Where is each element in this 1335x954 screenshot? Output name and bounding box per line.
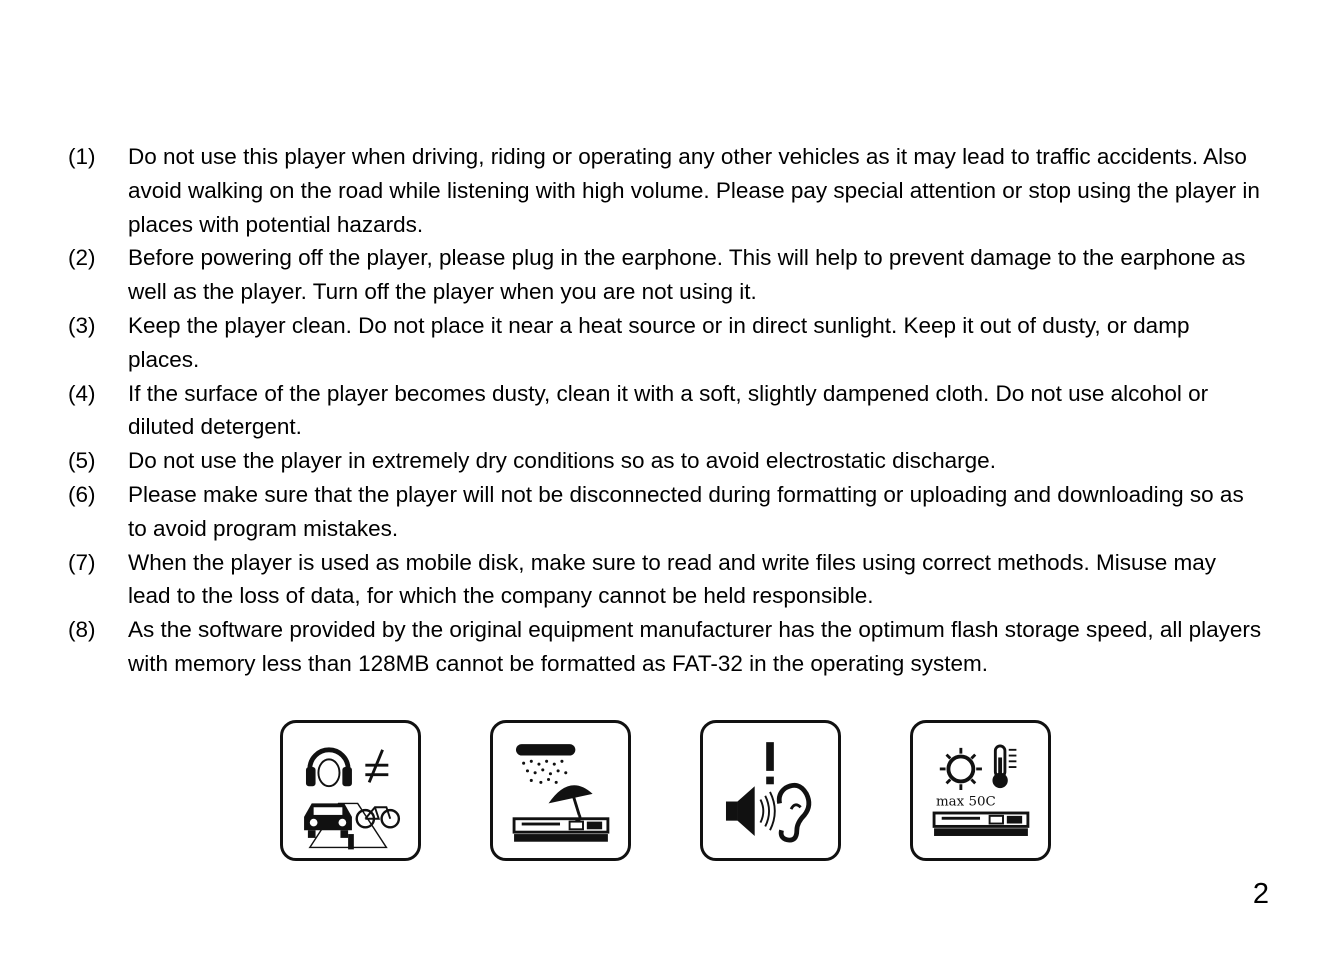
item-text: Do not use the player in extremely dry conditions so as to avoid electrostatic discharge. (128, 448, 996, 474)
max-temp-label: max 50C (935, 794, 996, 810)
item-number: (6) (68, 481, 96, 507)
item-text: Keep the player clean. Do not place it near a heat source or in direct sunlight. Keep it out of dusty, or damp places. (128, 312, 1190, 372)
item-number: (3) (68, 312, 96, 338)
list-item (68, 444, 1263, 478)
safety-instructions-list (68, 140, 1263, 681)
item-number: (5) (68, 448, 96, 474)
list-item (68, 140, 1263, 241)
page-number: 2 (1252, 878, 1269, 910)
list-item (68, 478, 1263, 546)
item-text: As the software provided by the original equipment manufacturer has the optimum flash storage speed, all players with memory less than 128MB cannot be formatted as FAT-32 in the operating system. (128, 617, 1262, 676)
item-text: Do not use this player when driving, riding or operating any other vehicles as it may lead to traffic accidents. Also avoid walking on the road while listening with high volume. Please pay special attention or stop using the player in places with potential hazards. (128, 144, 1260, 237)
item-number: (4) (68, 380, 96, 406)
item-number: (8) (68, 617, 96, 643)
item-text: When the player is used as mobile disk, make sure to read and write files using correct methods. Misuse may lead to the loss of data, for which the company cannot be held responsible. (128, 549, 1216, 609)
list-item (68, 546, 1263, 614)
temperature-device-icon (910, 720, 1051, 861)
list-item (68, 241, 1263, 309)
headphones-driving-warning-icon (280, 720, 421, 861)
volume-ear-warning-icon (700, 720, 841, 861)
list-item (68, 377, 1263, 445)
item-number: (1) (68, 144, 96, 169)
item-text: If the surface of the player becomes dusty, clean it with a soft, slightly dampened cloth. Do not use alcohol or diluted detergent. (128, 380, 1209, 440)
rain-umbrella-device-icon (490, 720, 631, 861)
item-number: (7) (68, 549, 96, 575)
list-item (68, 309, 1263, 377)
item-text: Before powering off the player, please plug in the earphone. This will help to prevent damage to the earphone as well as the player. Turn off the player when you are not using it. (128, 245, 1246, 305)
warning-icons-row (280, 720, 1051, 861)
item-text: Please make sure that the player will not be disconnected during formatting or uploading and downloading so as to avoid program mistakes. (128, 481, 1244, 541)
list-item (68, 613, 1263, 681)
item-number: (2) (68, 245, 96, 271)
